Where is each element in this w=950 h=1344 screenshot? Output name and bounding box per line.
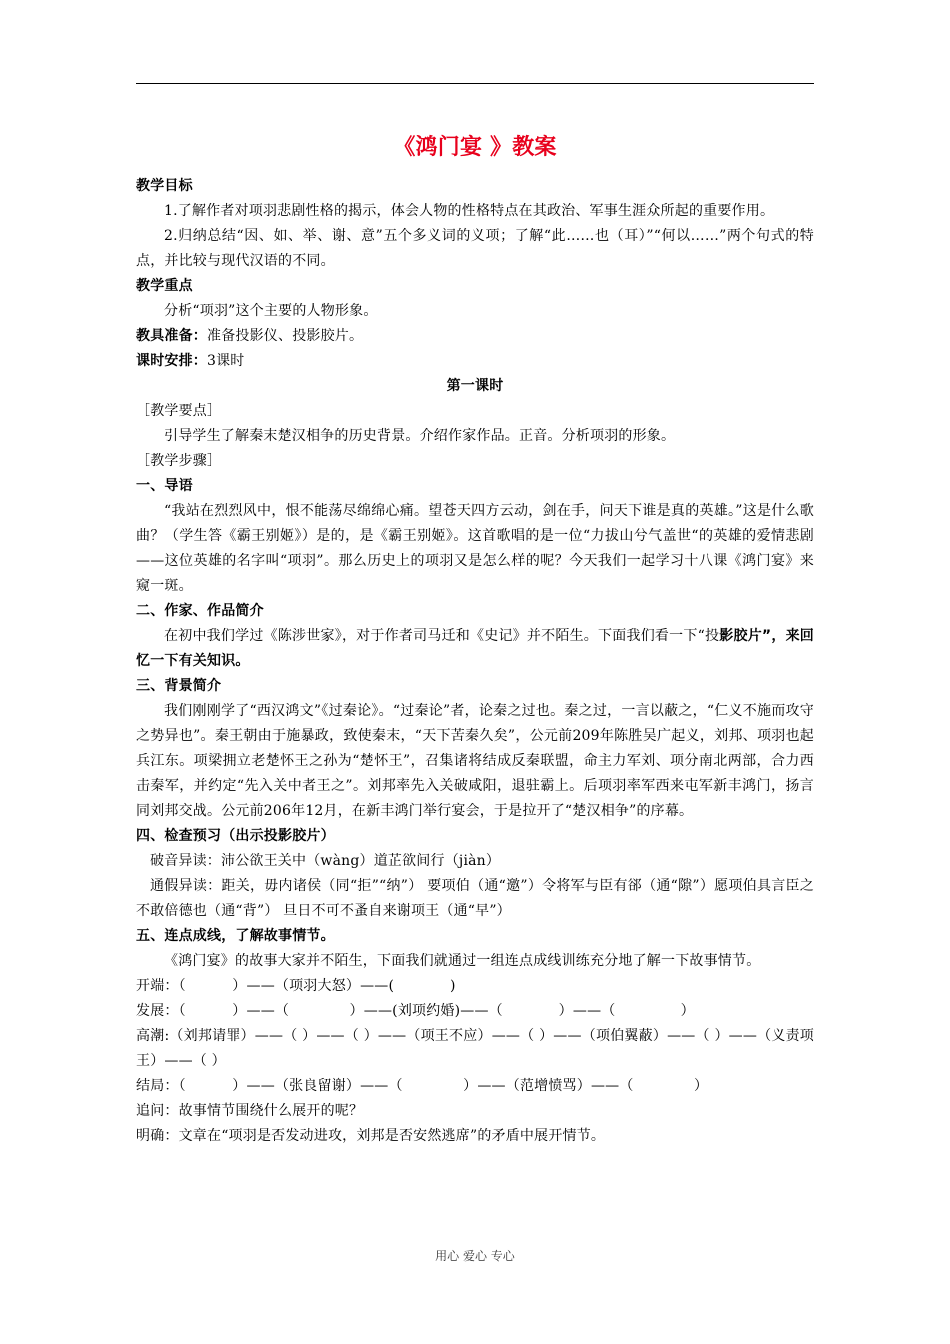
section-5-text: 《鸿门宴》的故事大家并不陌生，下面我们就通过一组连点成线训练充分地了解一下故事情节。	[164, 953, 761, 969]
section-2-text-a: 在初中我们学过《陈涉世家》，对于作者司马迁和《史记》并不陌生。下面我们看一下“投	[164, 628, 720, 644]
answer-text: 明确：文章在“项羽是否发动进攻，刘邦是否安然逃席”的矛盾中展开情节。	[136, 1128, 606, 1144]
plot-ending: 结局：（ ）——（张良留谢）——（ ）——（范增愤骂）——（ ）	[136, 1078, 709, 1094]
goal-2: 2.归纳总结“因、如、举、谢、意”五个多义词的义项；了解“此……也（耳）”“何以……”两个句式的特点，并比较与现代汉语的不同。	[136, 228, 814, 269]
follow-up-question: 追问：故事情节围绕什么展开的呢？	[136, 1103, 364, 1119]
header-rule	[136, 83, 814, 84]
goals-heading: 教学目标	[136, 178, 193, 194]
section-5-heading: 五、连点成线，了解故事情节。	[136, 928, 335, 944]
schedule-line	[136, 349, 814, 374]
lesson-1-heading: 第一课时	[446, 378, 504, 394]
section-2-heading: 二、作家、作品简介	[136, 603, 264, 619]
pronunciation-line: 破音异读：沛公欲王关中（wàng）道芷欲间行（jiàn）	[150, 853, 501, 869]
tools-text: 准备投影仪、投影胶片。	[207, 328, 364, 344]
page-footer: 用心 爱心 专心	[435, 1249, 515, 1263]
schedule-label: 课时安排：	[136, 353, 207, 369]
plot-development: 发展：（ ）——（ ）——(刘项约婚)——（ ）——（ ）	[136, 1003, 695, 1019]
tools-label: 教具准备：	[136, 328, 207, 344]
section-1-heading: 一、导语	[136, 478, 193, 494]
plot-climax: 高潮:（刘邦请罪）——（ ）——（ ）——（项王不应）——（ ）——（项伯翼蔽）——（ ）——（义责项王）——（ ）	[136, 1028, 814, 1069]
points-heading: ［教学要点］	[136, 403, 222, 419]
section-3-heading: 三、背景简介	[136, 678, 222, 694]
focus-text: 分析“项羽”这个主要的人物形象。	[164, 303, 378, 319]
focus-heading: 教学重点	[136, 278, 193, 294]
schedule-text: 3课时	[207, 353, 245, 369]
section-4-heading: 四、检查预习（出示投影胶片）	[136, 828, 335, 844]
tools-line	[136, 324, 814, 349]
section-2-text-b: 影胶片”，来回忆一下有关知识。	[136, 628, 814, 669]
plot-start: 开端：（ ）——（项羽大怒）——( )	[136, 978, 456, 994]
section-3-text: 我们刚刚学了“西汉鸿文”《过秦论》。“过秦论”者，论秦之过也。秦之过，一言以蔽之，“仁义不施而攻守之势异也”。秦王朝由于施暴政，致使秦末，“天下苦秦久矣”，公元前209年陈胜吴广起义，刘邦、项羽也起兵江东。项梁拥立老楚怀王之孙为“楚怀王”，召集诸将结成反秦联盟，命主力军刘、项分南北两部，合力西击秦军，并约定“先入关中者王之”。刘邦率先入关破咸阳，退驻霸上。后项羽率军西来屯军新丰鸿门，扬言同刘邦交战。公元前206年12月，在新丰鸿门举行宴会，于是拉开了“楚汉相争”的序幕。	[136, 703, 814, 819]
lesson-plan-body	[136, 128, 814, 1149]
section-2-text	[136, 624, 814, 674]
loan-character-line: 通假异读：距关，毋内诸侯（同“拒”“纳”） 要项伯（通“邀”）令将军与臣有郤（通“隙”）愿项伯具言臣之不敢倍德也（通“背”） 旦日不可不蚤自来谢项王（通“早”）	[136, 878, 814, 919]
section-1-text: “我站在烈烈风中，恨不能荡尽绵绵心痛。望苍天四方云动，剑在手，问天下谁是真的英雄。”这是什么歌曲？（学生答《霸王别姬》）是的，是《霸王别姬》。这首歌唱的是一位“力拔山兮气盖世“的英雄的爱情悲剧——这位英雄的名字叫“项羽”。那么历史上的项羽又是怎么样的呢？今天我们一起学习十八课《鸿门宴》来窥一斑。	[136, 503, 814, 594]
document-title: 《鸿门宴 》教案	[393, 135, 557, 160]
steps-heading: ［教学步骤］	[136, 453, 222, 469]
goal-1: 1.了解作者对项羽悲剧性格的揭示，体会人物的性格特点在其政治、军事生涯众所起的重要作用。	[164, 203, 775, 219]
points-text: 引导学生了解秦末楚汉相争的历史背景。介绍作家作品。正音。分析项羽的形象。	[164, 428, 676, 444]
